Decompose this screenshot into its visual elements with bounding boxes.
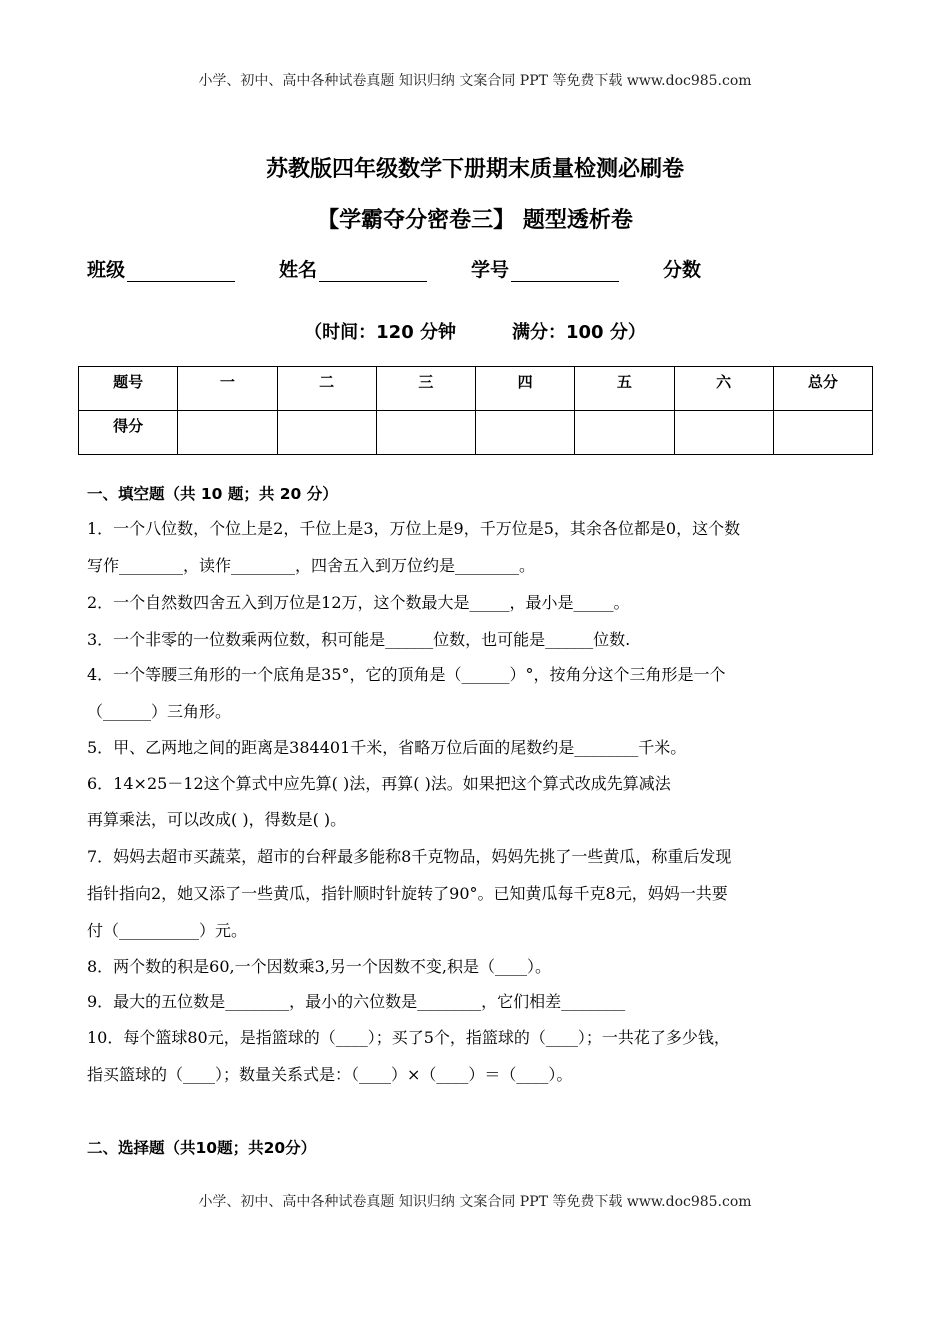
time-info [0,318,950,344]
page-footer: 小学、初中、高中各种试卷真题 知识归纳 文案合同 PPT 等免费下载 www.doc985.com [198,1194,752,1210]
score-table-header: 总分 [773,367,872,411]
full-score-text: 满分：100 分） [512,322,646,343]
score-field [663,255,701,282]
class-label: 班级 [87,259,126,281]
name-field [279,255,427,282]
exam-subtitle: 【学霸夺分密卷三】 题型透析卷 [317,208,633,233]
score-table-header: 六 [674,367,773,411]
question-line: 10．每个篮球80元，是指篮球的（____）；买了5个，指篮球的（____）；一共花了多少钱， [87,1028,730,1047]
score-table-header: 二 [277,367,376,411]
question-line: 2．一个自然数四舍五入到万位是12万，这个数最大是_____，最小是_____。 [87,593,630,612]
question-line: 再算乘法，可以改成( )，得数是( )。 [87,810,347,829]
question-line: 9．最大的五位数是________，最小的六位数是________，它们相差________ [87,992,626,1011]
question-line: 写作________，读作________，四舍五入到万位约是________。 [87,556,536,575]
question-line: 8．两个数的积是60,一个因数乘3,另一个因数不变,积是（____）。 [87,957,551,976]
score-cell [376,411,475,455]
score-cell [277,411,376,455]
score-table-header: 五 [575,367,674,411]
question-line: 5．甲、乙两地之间的距离是384401千米，省略万位后面的尾数约是________千米。 [87,738,687,757]
score-row-label: 得分 [79,411,178,455]
id-field [471,255,619,282]
score-table-row [79,411,873,455]
question-line: 付（__________）元。 [87,921,248,940]
score-label: 分数 [663,259,702,281]
exam-title: 苏教版四年级数学下册期末质量检测必刷卷 [265,157,684,182]
score-cell [773,411,872,455]
score-table-header: 四 [476,367,575,411]
score-table-header-row [79,367,873,411]
student-info-row [87,255,867,282]
score-cell [476,411,575,455]
question-line: （______）三角形。 [87,702,232,721]
section1-title: 一、填空题（共 10 题；共 20 分） [87,485,338,503]
question-line: 3．一个非零的一位数乘两位数，积可能是______位数，也可能是______位数. [87,630,631,649]
score-cell [674,411,773,455]
score-table-header: 题号 [79,367,178,411]
id-label: 学号 [471,259,510,281]
class-blank [127,261,235,282]
id-blank [511,261,619,282]
question-line: 1．一个八位数，个位上是2，千位上是3，万位上是9，千万位是5，其余各位都是0，这个数 [87,519,741,538]
score-table [78,366,873,455]
page-header: 小学、初中、高中各种试卷真题 知识归纳 文案合同 PPT 等免费下载 www.doc985.com [198,73,752,89]
section2-title: 二、选择题（共10题；共20分） [87,1139,317,1157]
question-line: 4．一个等腰三角形的一个底角是35°，它的顶角是（______）°，按角分这个三角形是一个 [87,665,726,684]
score-table-header: 一 [178,367,277,411]
question-line: 6．14×25－12这个算式中应先算( )法，再算( )法。如果把这个算式改成先算减法 [87,774,671,793]
score-table-header: 三 [376,367,475,411]
name-blank [319,261,427,282]
score-cell [178,411,277,455]
question-line: 指针指向2，她又添了一些黄瓜，指针顺时针旋转了90°。已知黄瓜每千克8元，妈妈一共要 [87,884,728,903]
question-line: 7．妈妈去超市买蔬菜，超市的台秤最多能称8千克物品，妈妈先挑了一些黄瓜，称重后发现 [87,847,732,866]
question-line: 指买篮球的（____）；数量关系式是：（____）×（____）＝（____）。 [87,1065,573,1084]
name-label: 姓名 [279,259,318,281]
class-field [87,255,235,282]
score-cell [575,411,674,455]
duration-text: （时间：120 分钟 [304,322,456,343]
